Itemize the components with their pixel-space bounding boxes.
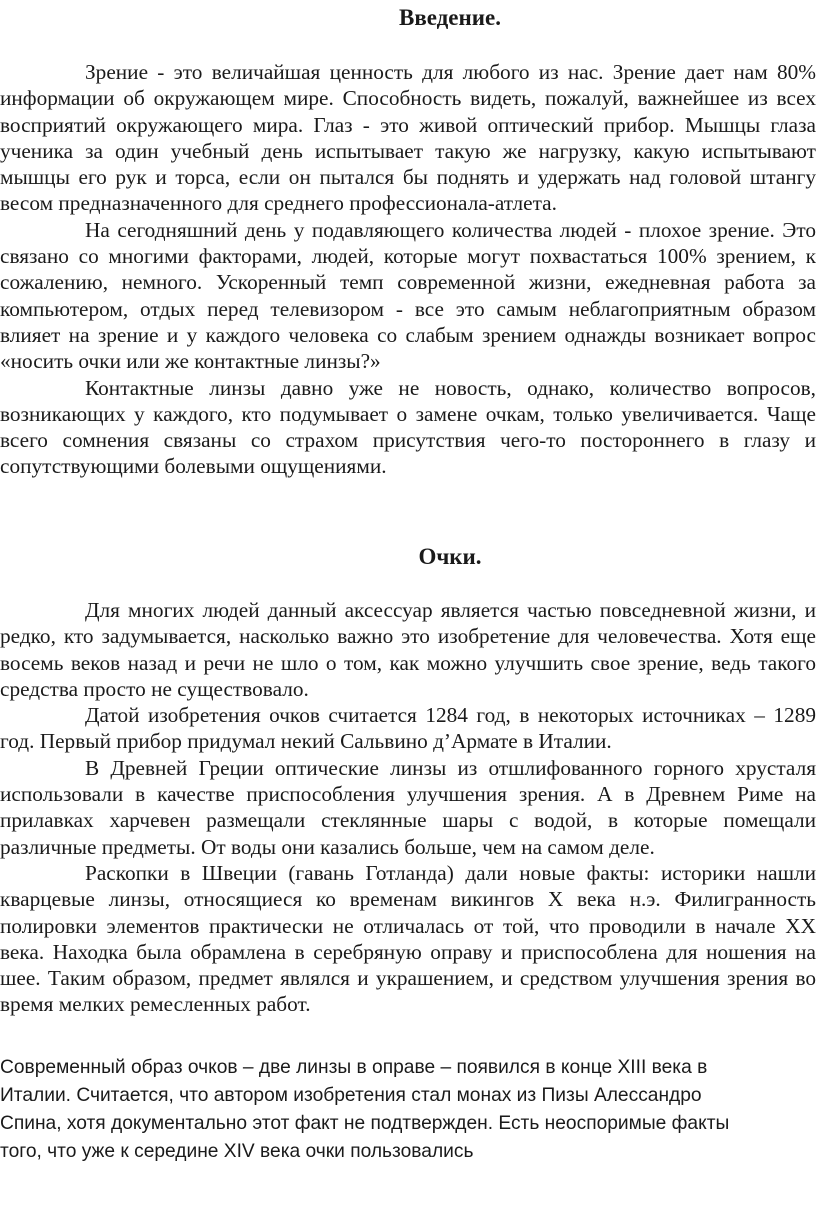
introduction-paragraph-3: Контактные линзы давно уже не новость, однако, количество вопросов, возникающих у каждого, кто подумывает о замене очкам, только увеличивается. Чаще всего сомнения связаны со страхом присутствия чего-то постороннего в глазу и сопутствующими болевыми ощущениями.	[0, 375, 816, 479]
section-title-glasses: Очки.	[418, 544, 482, 569]
glasses-paragraph-4: Раскопки в Швеции (гавань Готланда) дали новые факты: историки нашли кварцевые линзы, относящиеся ко временам викингов X века н.э. Филигранность полировки элементов практически не отличалась от той, что проводили в начале XX века. Находка была обрамлена в серебряную оправу и приспособлена для ношения на шее. Таким образом, предмет являлся и украшением, и средством улучшения зрения во время мелких ремесленных работ.	[0, 860, 816, 1017]
glasses-paragraph-2: Датой изобретения очков считается 1284 год, в некоторых источниках – 1289 год. Первый прибор придумал некий Сальвино д’Армате в Италии.	[0, 703, 816, 754]
introduction-body	[0, 59, 816, 480]
introduction-paragraph-2: На сегодняшний день у подавляющего количества людей - плохое зрение. Это связано со многими факторами, людей, которые могут похвастаться 100% зрением, к сожалению, немного. Ускоренный темп современной жизни, ежедневная работа за компьютером, отдых перед телевизором - все это самым неблагоприятным образом влияет на зрение и у каждого человека со слабым зрением однажды возникает вопрос «носить очки или же контактные линзы?»	[0, 217, 816, 374]
closing-line-1: Современный образ очков – две линзы в оправе – появился в конце XIII века в	[0, 1057, 708, 1078]
closing-line-4: того, что уже к середине XIV века очки пользовались	[0, 1141, 474, 1162]
section-title-introduction: Введение.	[399, 5, 501, 30]
introduction-paragraph-1: Зрение - это величайшая ценность для любого из нас. Зрение дает нам 80% информации об окружающем мире. Способность видеть, пожалуй, важнейшее из всех восприятий окружающего мира. Глаз - это живой оптический прибор. Мышцы глаза ученика за один учебный день испытывает такую же нагрузку, какую испытывают мышцы его рук и торса, если он пытался бы поднять и удержать над головой штангу весом предназначенного для среднего профессионала-атлета.	[0, 60, 816, 216]
glasses-body	[0, 597, 816, 1018]
closing-line-3: Спина, хотя документально этот факт не подтвержден. Есть неоспоримые факты	[0, 1113, 730, 1134]
closing-line-2: Италии. Считается, что автором изобретения стал монах из Пизы Алессандро	[0, 1085, 702, 1106]
glasses-closing-paragraph	[0, 1054, 816, 1166]
glasses-paragraph-3: В Древней Греции оптические линзы из отшлифованного горного хрусталя использовали в качестве приспособления улучшения зрения. А в Древнем Риме на прилавках харчевен размещали стеклянные шары с водой, в которые помещали различные предметы. От воды они казались больше, чем на самом деле.	[0, 755, 816, 859]
glasses-paragraph-1: Для многих людей данный аксессуар является частью повседневной жизни, и редко, кто задумывается, насколько важно это изобретение для человечества. Хотя еще восемь веков назад и речи не шло о том, как можно улучшить свое зрение, ведь такого средства просто не существовало.	[0, 598, 816, 701]
